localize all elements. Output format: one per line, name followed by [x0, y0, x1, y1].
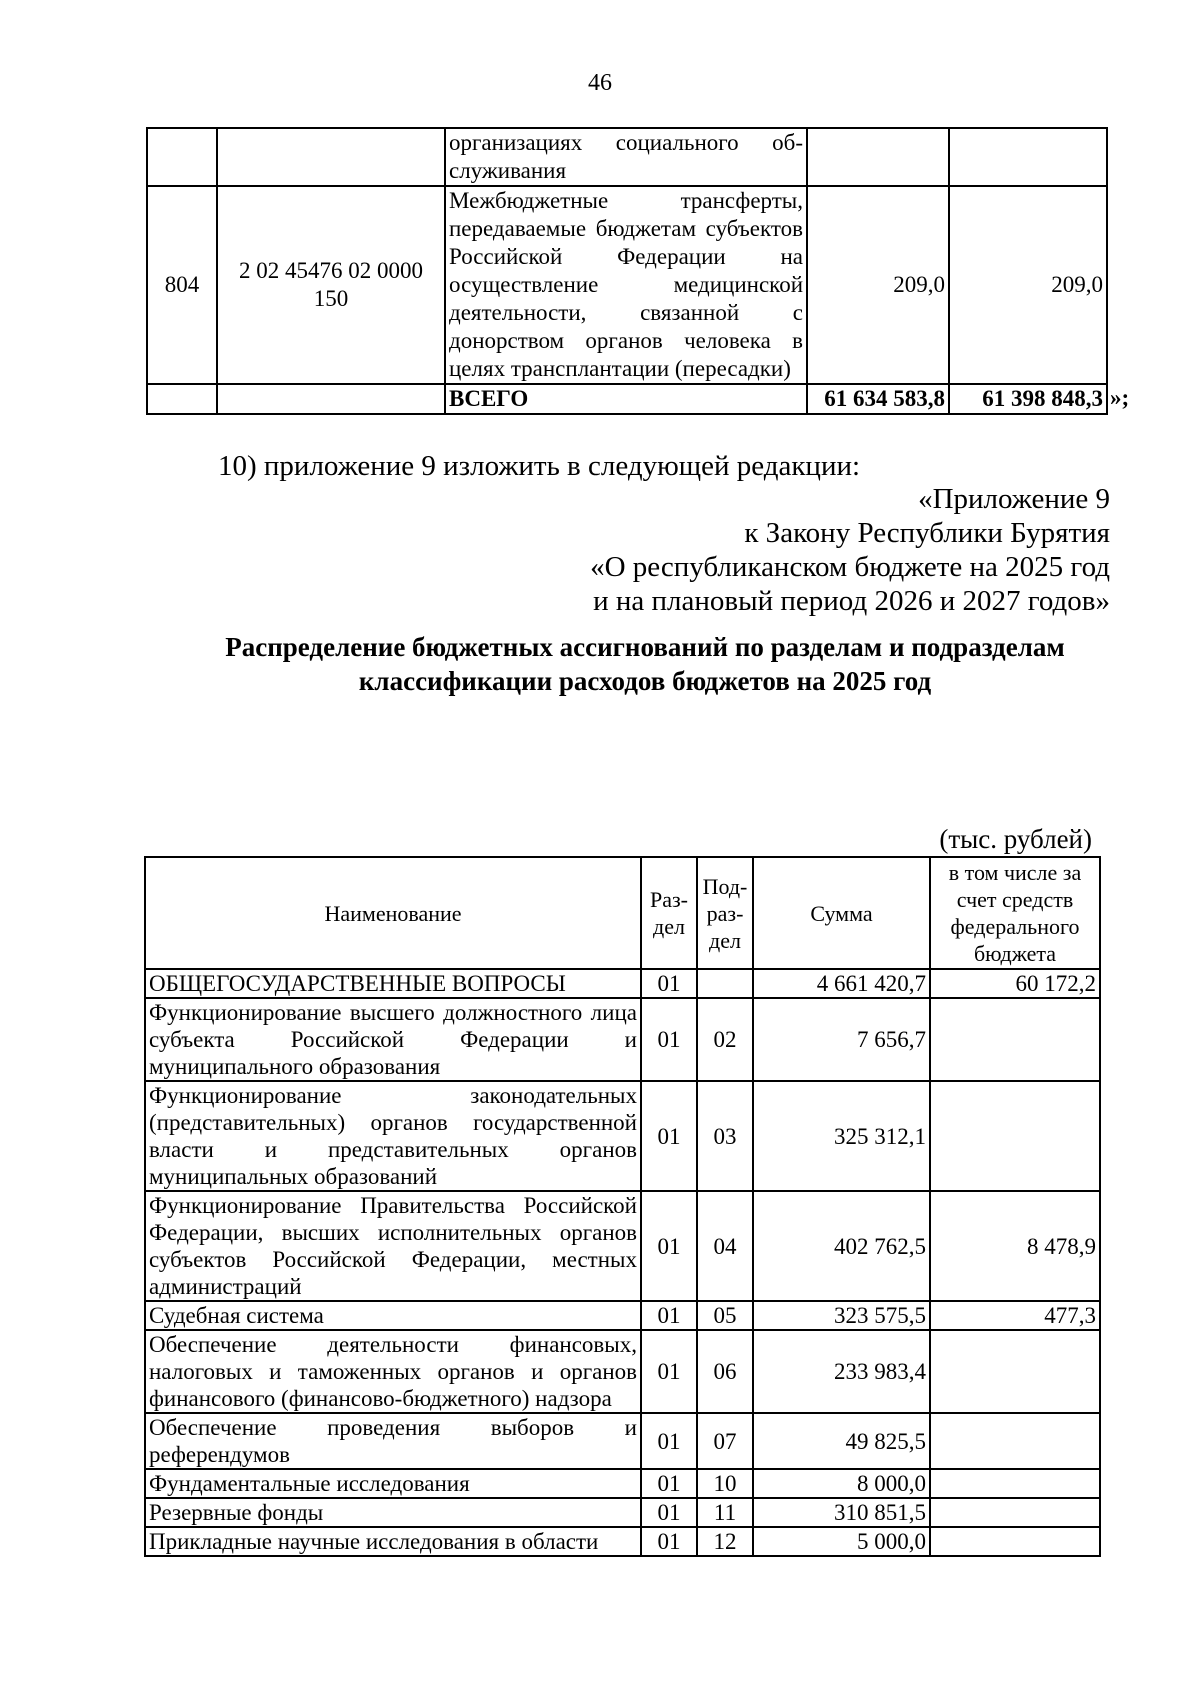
row-section: 01 — [641, 1413, 697, 1469]
header-section: Раз-дел — [641, 857, 697, 969]
row-section: 01 — [641, 1330, 697, 1413]
total-federal-sum: 61 398 848,3 — [949, 384, 1107, 414]
row-federal — [930, 1527, 1100, 1556]
row-name: Обеспечение проведения выборов и референдумов — [145, 1413, 641, 1469]
table-row — [145, 1527, 1100, 1556]
row-sum: 325 312,1 — [753, 1081, 930, 1191]
row-section: 01 — [641, 1301, 697, 1330]
row-section: 01 — [641, 1081, 697, 1191]
row-name: Фундаментальные исследования — [145, 1469, 641, 1498]
row-name: Судебная система — [145, 1301, 641, 1330]
admin-code-cell — [147, 128, 217, 186]
row-sum: 402 762,5 — [753, 1191, 930, 1301]
row-name: Резервные фонды — [145, 1498, 641, 1527]
header-sum: Сумма — [753, 857, 930, 969]
row-federal — [930, 1498, 1100, 1527]
revenue-code-cell — [217, 128, 445, 186]
row-sum: 49 825,5 — [753, 1413, 930, 1469]
budget-allocation-table — [144, 856, 1101, 1557]
row-federal — [930, 998, 1100, 1081]
row-name: Обеспечение деятельности финансовых, налоговых и таможенных органов и органов финансового (финансово-бюджетного) надзора — [145, 1330, 641, 1413]
title-line: классификации расходов бюджетов на 2025 год — [358, 666, 932, 696]
row-name: ОБЩЕГОСУДАРСТВЕННЫЕ ВОПРОСЫ — [145, 969, 641, 998]
row-subsection: 04 — [697, 1191, 753, 1301]
row-sum: 310 851,5 — [753, 1498, 930, 1527]
transfers-table-continuation — [146, 127, 1108, 415]
federal-sum-cell — [949, 128, 1107, 186]
table-row — [147, 186, 1107, 384]
row-subsection: 05 — [697, 1301, 753, 1330]
description-cell: Межбюджетные трансферты, передаваемые бюджетам субъектов Российской Федерации на осуществление медицинской деятельности, связанной с донорством органов человека в целях трансплантации (пересадки) — [445, 186, 807, 384]
table-row — [145, 1081, 1100, 1191]
amendment-paragraph: 10) приложение 9 изложить в следующей редакции: — [218, 450, 861, 482]
table-row — [145, 998, 1100, 1081]
table-row — [147, 128, 1107, 186]
row-federal — [930, 1081, 1100, 1191]
row-federal — [930, 1413, 1100, 1469]
row-subsection: 11 — [697, 1498, 753, 1527]
header-name: Наименование — [145, 857, 641, 969]
appendix-line: к Закону Республики Бурятия — [744, 517, 1110, 549]
row-sum: 233 983,4 — [753, 1330, 930, 1413]
table-row — [145, 1413, 1100, 1469]
page-number: 46 — [588, 70, 612, 96]
table-row — [145, 1469, 1100, 1498]
row-sum: 4 661 420,7 — [753, 969, 930, 998]
appendix-line: «Приложение 9 — [918, 483, 1110, 515]
header-federal: в том числе за счет средств федерального бюджета — [930, 857, 1100, 969]
appendix-line: «О республиканском бюджете на 2025 год — [590, 551, 1110, 583]
admin-code-cell — [147, 384, 217, 414]
row-subsection — [697, 969, 753, 998]
row-section: 01 — [641, 1527, 697, 1556]
row-federal: 60 172,2 — [930, 969, 1100, 998]
row-section: 01 — [641, 998, 697, 1081]
appendix-line: и на плановый период 2026 и 2027 годов» — [593, 585, 1110, 617]
sum-2025-cell — [807, 128, 949, 186]
revenue-code-cell: 2 02 45476 02 0000 150 — [217, 186, 445, 384]
description-cell: организациях социального об-служивания — [445, 128, 807, 186]
row-federal — [930, 1330, 1100, 1413]
table-header-row — [145, 857, 1100, 969]
federal-sum-cell: 209,0 — [949, 186, 1107, 384]
row-name: Функционирование Правительства Российской Федерации, высших исполнительных органов субъектов Российской Федерации, местных администраций — [145, 1191, 641, 1301]
row-section: 01 — [641, 969, 697, 998]
closing-quote: »; — [1110, 385, 1130, 410]
row-subsection: 03 — [697, 1081, 753, 1191]
total-sum-2025: 61 634 583,8 — [807, 384, 949, 414]
row-subsection: 10 — [697, 1469, 753, 1498]
admin-code-cell: 804 — [147, 186, 217, 384]
total-label: ВСЕГО — [445, 384, 807, 414]
row-subsection: 02 — [697, 998, 753, 1081]
row-section: 01 — [641, 1498, 697, 1527]
table-row — [145, 1191, 1100, 1301]
sum-2025-cell: 209,0 — [807, 186, 949, 384]
row-subsection: 06 — [697, 1330, 753, 1413]
table-row — [145, 1330, 1100, 1413]
row-federal: 8 478,9 — [930, 1191, 1100, 1301]
row-federal: 477,3 — [930, 1301, 1100, 1330]
row-section: 01 — [641, 1469, 697, 1498]
table-row — [145, 1301, 1100, 1330]
row-sum: 5 000,0 — [753, 1527, 930, 1556]
header-subsection: Под-раз-дел — [697, 857, 753, 969]
row-sum: 7 656,7 — [753, 998, 930, 1081]
row-sum: 8 000,0 — [753, 1469, 930, 1498]
row-sum: 323 575,5 — [753, 1301, 930, 1330]
total-row — [147, 384, 1107, 414]
appendix-header — [590, 482, 1110, 618]
row-name: Функционирование законодательных (представительных) органов государственной власти и представительных органов муниципальных образований — [145, 1081, 641, 1191]
table-row — [145, 1498, 1100, 1527]
units-label: (тыс. рублей) — [939, 824, 1092, 854]
row-name: Функционирование высшего должностного лица субъекта Российской Федерации и муниципального образования — [145, 998, 641, 1081]
row-subsection: 12 — [697, 1527, 753, 1556]
row-name: Прикладные научные исследования в области — [145, 1527, 641, 1556]
row-section: 01 — [641, 1191, 697, 1301]
row-subsection: 07 — [697, 1413, 753, 1469]
document-title — [120, 630, 1170, 698]
table-row — [145, 969, 1100, 998]
row-federal — [930, 1469, 1100, 1498]
title-line: Распределение бюджетных ассигнований по разделам и подразделам — [225, 632, 1065, 662]
revenue-code-cell — [217, 384, 445, 414]
